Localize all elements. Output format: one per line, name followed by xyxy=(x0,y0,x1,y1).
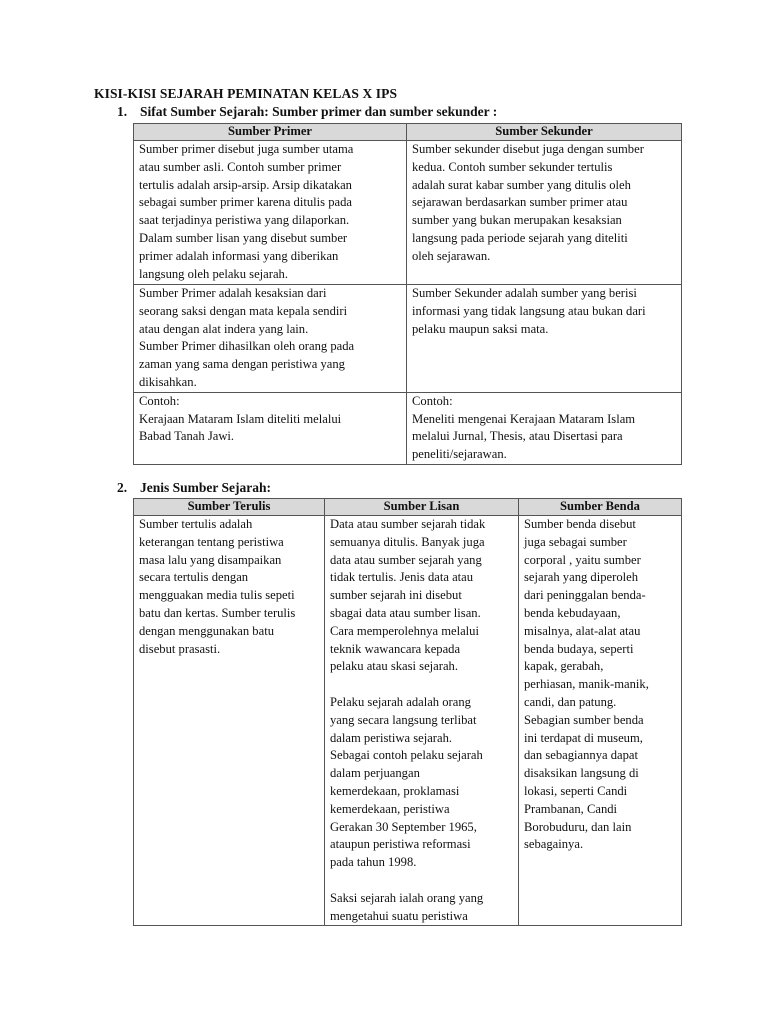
table-cell xyxy=(325,516,519,926)
table-cell xyxy=(407,141,682,285)
cell-text-line: mengetahui suatu peristiwa xyxy=(330,908,468,923)
cell-text-line: masa lalu yang disampaikan xyxy=(139,552,282,567)
cell-text-line: Meneliti mengenai Kerajaan Mataram Islam xyxy=(412,411,636,426)
table-cell xyxy=(407,392,682,464)
cell-text-line: sebagainya. xyxy=(524,837,584,852)
table-cell xyxy=(134,516,325,926)
cell-text-line xyxy=(330,872,513,890)
cell-text-line: yang secara langsung terlibat xyxy=(330,712,477,727)
cell-text-line: keterangan tentang peristiwa xyxy=(139,534,284,549)
cell-text-line: Sebagai contoh pelaku sejarah xyxy=(330,748,483,763)
cell-text-line: lokasi, seperti Candi xyxy=(524,783,628,798)
cell-text-line: informasi yang tidak langsung atau bukan dari xyxy=(412,303,646,318)
cell-text-line: candi, dan patung. xyxy=(524,694,617,709)
cell-text-line: Sebagian sumber benda xyxy=(524,712,644,727)
cell-text-line: adalah surat kabar sumber yang ditulis oleh xyxy=(412,177,631,192)
document-title: KISI-KISI SEJARAH PEMINATAN KELAS X IPS xyxy=(94,86,398,101)
cell-text-line: dengan menggunakan batu xyxy=(139,623,274,638)
cell-text-line: kapak, gerabah, xyxy=(524,659,604,674)
cell-text-line: primer adalah informasi yang diberikan xyxy=(139,248,339,263)
cell-text-line: teknik wawancara kepada xyxy=(330,641,461,656)
cell-text-line: sejarawan berdasarkan sumber primer atau xyxy=(412,195,628,210)
cell-text-line: tidak tertulis. Jenis data atau xyxy=(330,570,474,585)
cell-text-line: melalui Jurnal, Thesis, atau Disertasi para xyxy=(412,429,623,444)
cell-text-line: dalam peristiwa sejarah. xyxy=(330,730,453,745)
cell-text-line: Contoh: xyxy=(139,393,180,408)
jenis-sumber-sejarah-table xyxy=(133,498,682,926)
cell-text-line: dan sebagiannya dapat xyxy=(524,748,638,763)
cell-text-line: saat terjadinya peristiwa yang dilaporkan. xyxy=(139,213,350,228)
cell-text-line: corporal , yaitu sumber xyxy=(524,552,641,567)
cell-text-line: juga sebagai sumber xyxy=(524,534,627,549)
table-cell xyxy=(134,141,407,285)
section-2-number: 2. xyxy=(117,480,128,495)
column-header: Sumber Benda xyxy=(519,499,682,516)
cell-text-line: Sumber Primer adalah kesaksian dari xyxy=(139,286,327,300)
cell-text-line: ataupun peristiwa reformasi xyxy=(330,837,471,852)
column-header: Sumber Lisan xyxy=(325,499,519,516)
table-cell xyxy=(519,516,682,926)
cell-text-line: sebagai sumber primer karena ditulis pada xyxy=(139,195,352,210)
table-row xyxy=(134,516,682,926)
table-cell xyxy=(407,285,682,393)
cell-text-line: benda kebudayaan, xyxy=(524,605,621,620)
cell-text-line: Borobuduru, dan lain xyxy=(524,819,632,834)
table-cell xyxy=(134,392,407,464)
column-header: Sumber Primer xyxy=(134,124,407,141)
cell-text-line: langsung oleh pelaku sejarah. xyxy=(139,266,288,281)
cell-text-line: kedua. Contoh sumber sekunder tertulis xyxy=(412,159,613,174)
cell-text-line: disaksikan langsung di xyxy=(524,766,639,781)
sumber-primer-sekunder-table xyxy=(133,123,682,465)
cell-text-line: Babad Tanah Jawi. xyxy=(139,429,235,444)
cell-text-line: pelaku maupun saksi mata. xyxy=(412,321,549,336)
cell-text-line: Gerakan 30 September 1965, xyxy=(330,819,477,834)
table-row xyxy=(134,141,682,285)
table-row xyxy=(134,285,682,393)
table-row xyxy=(134,392,682,464)
cell-text-line: oleh sejarawan. xyxy=(412,248,491,263)
cell-text-line: semuanya ditulis. Banyak juga xyxy=(330,534,485,549)
column-header: Sumber Terulis xyxy=(134,499,325,516)
section-2-title: Jenis Sumber Sejarah: xyxy=(140,480,272,495)
cell-text-line: pada tahun 1998. xyxy=(330,855,417,870)
cell-text-line: perhiasan, manik-manik, xyxy=(524,677,649,692)
cell-text-line: Sumber Primer dihasilkan oleh orang pada xyxy=(139,339,355,354)
cell-text-line: dalam perjuangan xyxy=(330,766,420,781)
cell-text-line: zaman yang sama dengan peristiwa yang xyxy=(139,357,345,372)
cell-text-line: sbagai data atau sumber lisan. xyxy=(330,605,481,620)
cell-text-line: Kerajaan Mataram Islam diteliti melalui xyxy=(139,411,342,426)
cell-text-line: dari peninggalan benda- xyxy=(524,588,646,603)
cell-text-line: ini terdapat di museum, xyxy=(524,730,643,745)
cell-text-line: langsung pada periode sejarah yang diteliti xyxy=(412,230,628,245)
table-cell xyxy=(134,285,407,393)
cell-text-line: tertulis adalah arsip-arsip. Arsip dikatakan xyxy=(139,177,352,192)
cell-text-line: batu dan kertas. Sumber terulis xyxy=(139,605,296,620)
cell-text-line: pelaku atau skasi sejarah. xyxy=(330,659,458,674)
cell-text-line: Saksi sejarah ialah orang yang xyxy=(330,890,484,905)
cell-text-line: Sumber tertulis adalah xyxy=(139,517,253,531)
cell-text-line: Sumber benda disebut xyxy=(524,517,636,531)
cell-text-line: kemerdekaan, peristiwa xyxy=(330,801,450,816)
cell-text-line: Data atau sumber sejarah tidak xyxy=(330,517,486,531)
column-header: Sumber Sekunder xyxy=(407,124,682,141)
cell-text-line: seorang saksi dengan mata kepala sendiri xyxy=(139,303,348,318)
cell-text-line: Dalam sumber lisan yang disebut sumber xyxy=(139,230,348,245)
cell-text-line: misalnya, alat-alat atau xyxy=(524,623,641,638)
cell-text-line: atau dengan alat indera yang lain. xyxy=(139,321,309,336)
section-1-number: 1. xyxy=(117,104,128,119)
cell-text-line: data atau sumber sejarah yang xyxy=(330,552,482,567)
cell-text-line: peneliti/sejarawan. xyxy=(412,447,507,462)
cell-text-line: disebut prasasti. xyxy=(139,641,221,656)
cell-text-line: sejarah yang diperoleh xyxy=(524,570,638,585)
cell-text-line: Sumber Sekunder adalah sumber yang berisi xyxy=(412,286,637,300)
cell-text-line: sumber sejarah ini disebut xyxy=(330,588,462,603)
cell-text-line: Sumber sekunder disebut juga dengan sumber xyxy=(412,142,644,156)
section-1-title: Sifat Sumber Sejarah: Sumber primer dan sumber sekunder : xyxy=(140,104,498,119)
cell-text-line: Contoh: xyxy=(412,393,453,408)
cell-text-line: kemerdekaan, proklamasi xyxy=(330,783,460,798)
cell-text-line: sumber yang bukan merupakan kesaksian xyxy=(412,213,622,228)
cell-text-line: atau sumber asli. Contoh sumber primer xyxy=(139,159,342,174)
cell-text-line xyxy=(330,676,513,694)
cell-text-line: dikisahkan. xyxy=(139,374,197,389)
cell-text-line: benda budaya, seperti xyxy=(524,641,634,656)
cell-text-line: Pelaku sejarah adalah orang xyxy=(330,694,471,709)
cell-text-line: Prambanan, Candi xyxy=(524,801,618,816)
cell-text-line: mengguakan media tulis sepeti xyxy=(139,588,295,603)
cell-text-line: secara tertulis dengan xyxy=(139,570,249,585)
cell-text-line: Sumber primer disebut juga sumber utama xyxy=(139,142,354,156)
cell-text-line: Cara memperolehnya melalui xyxy=(330,623,479,638)
